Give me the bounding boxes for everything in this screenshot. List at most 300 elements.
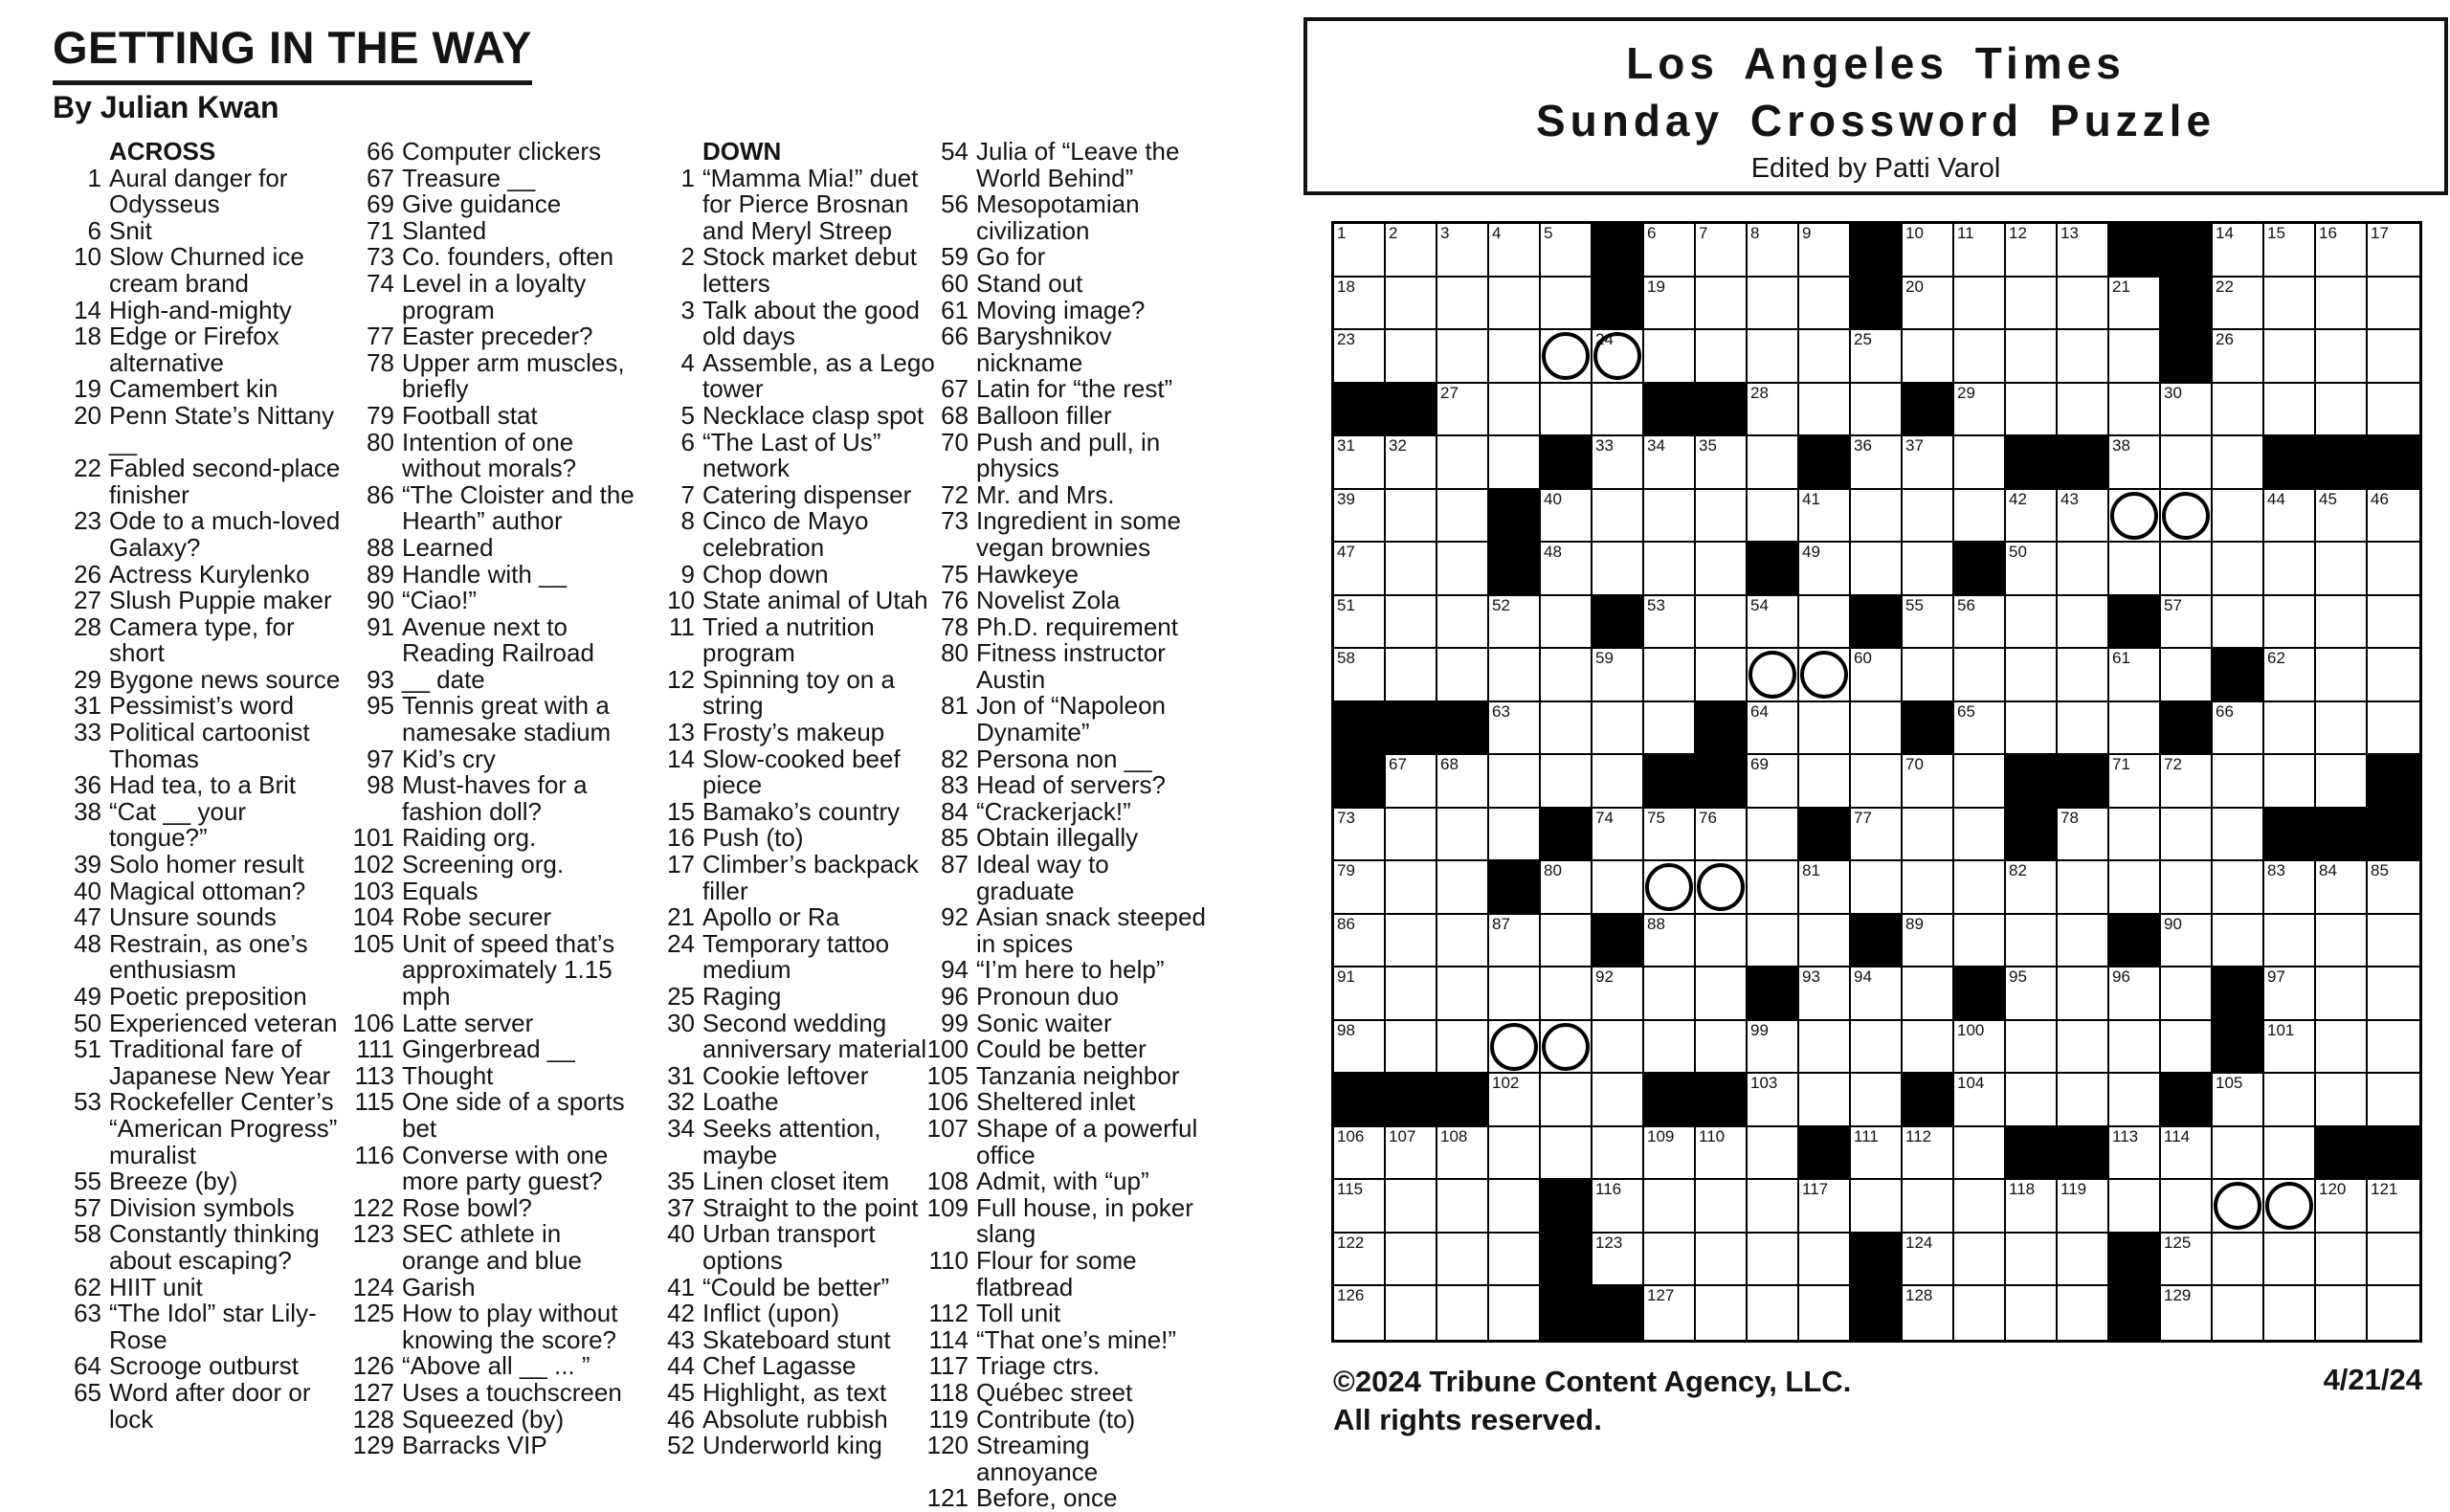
cell-r13-c9[interactable]: [1748, 861, 1799, 915]
cell-r16-c21[interactable]: [2368, 1021, 2419, 1075]
cell-r21-c2[interactable]: [1386, 1286, 1437, 1340]
cell-r1-c7[interactable]: [1644, 224, 1696, 278]
cell-r19-c11[interactable]: [1851, 1180, 1903, 1234]
cell-r5-c12[interactable]: [1903, 436, 1954, 490]
cell-r6-c10[interactable]: [1799, 490, 1851, 544]
cell-r13-c20[interactable]: [2316, 861, 2368, 915]
cell-r16-c19[interactable]: [2264, 1021, 2316, 1075]
cell-r9-c4[interactable]: [1489, 649, 1541, 702]
cell-r15-c2[interactable]: [1386, 967, 1437, 1021]
cell-r19-c4[interactable]: [1489, 1180, 1541, 1234]
cell-r11-c2[interactable]: [1386, 755, 1437, 809]
cell-r2-c1[interactable]: [1334, 278, 1386, 331]
cell-r17-c4[interactable]: [1489, 1074, 1541, 1127]
cell-r20-c8[interactable]: [1696, 1234, 1748, 1287]
cell-r19-c17[interactable]: [2161, 1180, 2213, 1234]
cell-r1-c2[interactable]: [1386, 224, 1437, 278]
cell-r1-c5[interactable]: [1541, 224, 1592, 278]
cell-r9-c3[interactable]: [1437, 649, 1489, 702]
cell-r21-c13[interactable]: [1954, 1286, 2006, 1340]
cell-r18-c18[interactable]: [2213, 1127, 2264, 1181]
cell-r1-c4[interactable]: [1489, 224, 1541, 278]
cell-r12-c1[interactable]: [1334, 809, 1386, 862]
cell-r18-c13[interactable]: [1954, 1127, 2006, 1181]
cell-r10-c7[interactable]: [1644, 702, 1696, 756]
cell-r19-c12[interactable]: [1903, 1180, 1954, 1234]
cell-r2-c4[interactable]: [1489, 278, 1541, 331]
cell-r2-c13[interactable]: [1954, 278, 2006, 331]
cell-r6-c20[interactable]: [2316, 490, 2368, 544]
cell-r9-c14[interactable]: [2006, 649, 2058, 702]
cell-r7-c1[interactable]: [1334, 543, 1386, 596]
cell-r13-c1[interactable]: [1334, 861, 1386, 915]
cell-r18-c8[interactable]: [1696, 1127, 1748, 1181]
cell-r20-c20[interactable]: [2316, 1234, 2368, 1287]
cell-r3-c8[interactable]: [1696, 330, 1748, 384]
cell-r5-c18[interactable]: [2213, 436, 2264, 490]
cell-r20-c10[interactable]: [1799, 1234, 1851, 1287]
cell-r3-c11[interactable]: [1851, 330, 1903, 384]
cell-r13-c17[interactable]: [2161, 861, 2213, 915]
cell-r7-c14[interactable]: [2006, 543, 2058, 596]
cell-r13-c15[interactable]: [2058, 861, 2109, 915]
cell-r13-c5[interactable]: [1541, 861, 1592, 915]
cell-r18-c17[interactable]: [2161, 1127, 2213, 1181]
cell-r7-c11[interactable]: [1851, 543, 1903, 596]
cell-r5-c2[interactable]: [1386, 436, 1437, 490]
cell-r16-c17[interactable]: [2161, 1021, 2213, 1075]
cell-r15-c21[interactable]: [2368, 967, 2419, 1021]
cell-r10-c9[interactable]: [1748, 702, 1799, 756]
cell-r19-c8[interactable]: [1696, 1180, 1748, 1234]
cell-r6-c14[interactable]: [2006, 490, 2058, 544]
cell-r15-c1[interactable]: [1334, 967, 1386, 1021]
cell-r15-c4[interactable]: [1489, 967, 1541, 1021]
cell-r15-c11[interactable]: [1851, 967, 1903, 1021]
cell-r3-c7[interactable]: [1644, 330, 1696, 384]
cell-r21-c10[interactable]: [1799, 1286, 1851, 1340]
cell-r11-c3[interactable]: [1437, 755, 1489, 809]
cell-r13-c3[interactable]: [1437, 861, 1489, 915]
cell-r1-c8[interactable]: [1696, 224, 1748, 278]
cell-r8-c5[interactable]: [1541, 596, 1592, 650]
cell-r4-c6[interactable]: [1592, 384, 1644, 437]
cell-r1-c12[interactable]: [1903, 224, 1954, 278]
cell-r18-c5[interactable]: [1541, 1127, 1592, 1181]
cell-r1-c21[interactable]: [2368, 224, 2419, 278]
cell-r2-c16[interactable]: [2109, 278, 2161, 331]
cell-r15-c14[interactable]: [2006, 967, 2058, 1021]
cell-r9-c21[interactable]: [2368, 649, 2419, 702]
cell-r10-c5[interactable]: [1541, 702, 1592, 756]
cell-r3-c12[interactable]: [1903, 330, 1954, 384]
cell-r17-c15[interactable]: [2058, 1074, 2109, 1127]
cell-r17-c16[interactable]: [2109, 1074, 2161, 1127]
cell-r10-c10[interactable]: [1799, 702, 1851, 756]
cell-r9-c20[interactable]: [2316, 649, 2368, 702]
cell-r9-c13[interactable]: [1954, 649, 2006, 702]
cell-r16-c3[interactable]: [1437, 1021, 1489, 1075]
cell-r9-c16[interactable]: [2109, 649, 2161, 702]
cell-r19-c6[interactable]: [1592, 1180, 1644, 1234]
cell-r15-c8[interactable]: [1696, 967, 1748, 1021]
cell-r4-c14[interactable]: [2006, 384, 2058, 437]
cell-r12-c4[interactable]: [1489, 809, 1541, 862]
cell-r10-c13[interactable]: [1954, 702, 2006, 756]
cell-r9-c9[interactable]: [1748, 649, 1799, 702]
cell-r14-c3[interactable]: [1437, 915, 1489, 968]
cell-r3-c21[interactable]: [2368, 330, 2419, 384]
cell-r12-c9[interactable]: [1748, 809, 1799, 862]
cell-r14-c9[interactable]: [1748, 915, 1799, 968]
cell-r19-c14[interactable]: [2006, 1180, 2058, 1234]
cell-r8-c13[interactable]: [1954, 596, 2006, 650]
cell-r21-c20[interactable]: [2316, 1286, 2368, 1340]
cell-r10-c16[interactable]: [2109, 702, 2161, 756]
cell-r6-c3[interactable]: [1437, 490, 1489, 544]
cell-r14-c1[interactable]: [1334, 915, 1386, 968]
cell-r13-c14[interactable]: [2006, 861, 2058, 915]
cell-r8-c9[interactable]: [1748, 596, 1799, 650]
cell-r11-c6[interactable]: [1592, 755, 1644, 809]
cell-r9-c8[interactable]: [1696, 649, 1748, 702]
cell-r1-c20[interactable]: [2316, 224, 2368, 278]
cell-r21-c7[interactable]: [1644, 1286, 1696, 1340]
cell-r12-c15[interactable]: [2058, 809, 2109, 862]
cell-r18-c2[interactable]: [1386, 1127, 1437, 1181]
cell-r14-c17[interactable]: [2161, 915, 2213, 968]
cell-r1-c10[interactable]: [1799, 224, 1851, 278]
cell-r7-c21[interactable]: [2368, 543, 2419, 596]
cell-r8-c14[interactable]: [2006, 596, 2058, 650]
cell-r13-c10[interactable]: [1799, 861, 1851, 915]
cell-r6-c5[interactable]: [1541, 490, 1592, 544]
cell-r21-c18[interactable]: [2213, 1286, 2264, 1340]
cell-r18-c16[interactable]: [2109, 1127, 2161, 1181]
cell-r7-c19[interactable]: [2264, 543, 2316, 596]
cell-r5-c1[interactable]: [1334, 436, 1386, 490]
cell-r4-c10[interactable]: [1799, 384, 1851, 437]
cell-r19-c13[interactable]: [1954, 1180, 2006, 1234]
cell-r7-c10[interactable]: [1799, 543, 1851, 596]
cell-r7-c5[interactable]: [1541, 543, 1592, 596]
cell-r11-c11[interactable]: [1851, 755, 1903, 809]
cell-r20-c12[interactable]: [1903, 1234, 1954, 1287]
cell-r14-c15[interactable]: [2058, 915, 2109, 968]
cell-r18-c6[interactable]: [1592, 1127, 1644, 1181]
cell-r13-c13[interactable]: [1954, 861, 2006, 915]
cell-r2-c10[interactable]: [1799, 278, 1851, 331]
cell-r3-c6[interactable]: [1592, 330, 1644, 384]
cell-r20-c1[interactable]: [1334, 1234, 1386, 1287]
cell-r7-c3[interactable]: [1437, 543, 1489, 596]
cell-r4-c21[interactable]: [2368, 384, 2419, 437]
cell-r8-c18[interactable]: [2213, 596, 2264, 650]
cell-r12-c17[interactable]: [2161, 809, 2213, 862]
cell-r8-c3[interactable]: [1437, 596, 1489, 650]
cell-r20-c3[interactable]: [1437, 1234, 1489, 1287]
cell-r10-c14[interactable]: [2006, 702, 2058, 756]
cell-r16-c7[interactable]: [1644, 1021, 1696, 1075]
cell-r18-c1[interactable]: [1334, 1127, 1386, 1181]
cell-r7-c2[interactable]: [1386, 543, 1437, 596]
cell-r11-c10[interactable]: [1799, 755, 1851, 809]
cell-r1-c13[interactable]: [1954, 224, 2006, 278]
cell-r7-c17[interactable]: [2161, 543, 2213, 596]
cell-r10-c4[interactable]: [1489, 702, 1541, 756]
cell-r7-c18[interactable]: [2213, 543, 2264, 596]
cell-r13-c16[interactable]: [2109, 861, 2161, 915]
cell-r16-c1[interactable]: [1334, 1021, 1386, 1075]
cell-r2-c2[interactable]: [1386, 278, 1437, 331]
cell-r12-c6[interactable]: [1592, 809, 1644, 862]
cell-r8-c8[interactable]: [1696, 596, 1748, 650]
cell-r1-c9[interactable]: [1748, 224, 1799, 278]
cell-r15-c12[interactable]: [1903, 967, 1954, 1021]
cell-r12-c12[interactable]: [1903, 809, 1954, 862]
cell-r14-c18[interactable]: [2213, 915, 2264, 968]
cell-r11-c13[interactable]: [1954, 755, 2006, 809]
cell-r11-c4[interactable]: [1489, 755, 1541, 809]
cell-r5-c16[interactable]: [2109, 436, 2161, 490]
cell-r8-c4[interactable]: [1489, 596, 1541, 650]
cell-r18-c3[interactable]: [1437, 1127, 1489, 1181]
cell-r17-c14[interactable]: [2006, 1074, 2058, 1127]
cell-r12-c16[interactable]: [2109, 809, 2161, 862]
cell-r16-c14[interactable]: [2006, 1021, 2058, 1075]
cell-r14-c14[interactable]: [2006, 915, 2058, 968]
cell-r13-c19[interactable]: [2264, 861, 2316, 915]
cell-r2-c18[interactable]: [2213, 278, 2264, 331]
cell-r20-c21[interactable]: [2368, 1234, 2419, 1287]
cell-r6-c16[interactable]: [2109, 490, 2161, 544]
cell-r14-c4[interactable]: [1489, 915, 1541, 968]
cell-r5-c11[interactable]: [1851, 436, 1903, 490]
cell-r19-c10[interactable]: [1799, 1180, 1851, 1234]
cell-r3-c10[interactable]: [1799, 330, 1851, 384]
cell-r5-c7[interactable]: [1644, 436, 1696, 490]
cell-r6-c7[interactable]: [1644, 490, 1696, 544]
cell-r17-c18[interactable]: [2213, 1074, 2264, 1127]
cell-r2-c7[interactable]: [1644, 278, 1696, 331]
cell-r8-c20[interactable]: [2316, 596, 2368, 650]
cell-r12-c18[interactable]: [2213, 809, 2264, 862]
cell-r15-c17[interactable]: [2161, 967, 2213, 1021]
cell-r3-c15[interactable]: [2058, 330, 2109, 384]
cell-r2-c12[interactable]: [1903, 278, 1954, 331]
cell-r19-c1[interactable]: [1334, 1180, 1386, 1234]
cell-r4-c4[interactable]: [1489, 384, 1541, 437]
cell-r4-c5[interactable]: [1541, 384, 1592, 437]
cell-r6-c8[interactable]: [1696, 490, 1748, 544]
cell-r20-c2[interactable]: [1386, 1234, 1437, 1287]
cell-r12-c8[interactable]: [1696, 809, 1748, 862]
cell-r1-c3[interactable]: [1437, 224, 1489, 278]
cell-r2-c19[interactable]: [2264, 278, 2316, 331]
cell-r9-c5[interactable]: [1541, 649, 1592, 702]
cell-r17-c11[interactable]: [1851, 1074, 1903, 1127]
cell-r3-c2[interactable]: [1386, 330, 1437, 384]
cell-r10-c20[interactable]: [2316, 702, 2368, 756]
cell-r12-c11[interactable]: [1851, 809, 1903, 862]
cell-r21-c4[interactable]: [1489, 1286, 1541, 1340]
cell-r16-c2[interactable]: [1386, 1021, 1437, 1075]
cell-r6-c11[interactable]: [1851, 490, 1903, 544]
cell-r16-c20[interactable]: [2316, 1021, 2368, 1075]
cell-r6-c18[interactable]: [2213, 490, 2264, 544]
cell-r10-c11[interactable]: [1851, 702, 1903, 756]
cell-r9-c7[interactable]: [1644, 649, 1696, 702]
cell-r2-c5[interactable]: [1541, 278, 1592, 331]
cell-r13-c12[interactable]: [1903, 861, 1954, 915]
cell-r2-c15[interactable]: [2058, 278, 2109, 331]
cell-r8-c12[interactable]: [1903, 596, 1954, 650]
cell-r3-c9[interactable]: [1748, 330, 1799, 384]
cell-r18-c7[interactable]: [1644, 1127, 1696, 1181]
cell-r6-c12[interactable]: [1903, 490, 1954, 544]
cell-r3-c5[interactable]: [1541, 330, 1592, 384]
cell-r10-c19[interactable]: [2264, 702, 2316, 756]
cell-r13-c11[interactable]: [1851, 861, 1903, 915]
cell-r10-c6[interactable]: [1592, 702, 1644, 756]
cell-r6-c19[interactable]: [2264, 490, 2316, 544]
cell-r20-c15[interactable]: [2058, 1234, 2109, 1287]
cell-r5-c3[interactable]: [1437, 436, 1489, 490]
cell-r14-c7[interactable]: [1644, 915, 1696, 968]
cell-r17-c5[interactable]: [1541, 1074, 1592, 1127]
cell-r9-c2[interactable]: [1386, 649, 1437, 702]
cell-r2-c8[interactable]: [1696, 278, 1748, 331]
cell-r6-c6[interactable]: [1592, 490, 1644, 544]
cell-r14-c21[interactable]: [2368, 915, 2419, 968]
cell-r8-c21[interactable]: [2368, 596, 2419, 650]
cell-r20-c6[interactable]: [1592, 1234, 1644, 1287]
cell-r14-c20[interactable]: [2316, 915, 2368, 968]
cell-r21-c15[interactable]: [2058, 1286, 2109, 1340]
cell-r18-c12[interactable]: [1903, 1127, 1954, 1181]
cell-r19-c20[interactable]: [2316, 1180, 2368, 1234]
cell-r7-c15[interactable]: [2058, 543, 2109, 596]
cell-r17-c20[interactable]: [2316, 1074, 2368, 1127]
cell-r18-c4[interactable]: [1489, 1127, 1541, 1181]
cell-r9-c6[interactable]: [1592, 649, 1644, 702]
cell-r21-c19[interactable]: [2264, 1286, 2316, 1340]
cell-r5-c9[interactable]: [1748, 436, 1799, 490]
cell-r13-c2[interactable]: [1386, 861, 1437, 915]
cell-r10-c21[interactable]: [2368, 702, 2419, 756]
cell-r8-c2[interactable]: [1386, 596, 1437, 650]
cell-r16-c9[interactable]: [1748, 1021, 1799, 1075]
cell-r6-c21[interactable]: [2368, 490, 2419, 544]
cell-r9-c1[interactable]: [1334, 649, 1386, 702]
cell-r9-c15[interactable]: [2058, 649, 2109, 702]
cell-r8-c1[interactable]: [1334, 596, 1386, 650]
cell-r14-c5[interactable]: [1541, 915, 1592, 968]
cell-r19-c2[interactable]: [1386, 1180, 1437, 1234]
cell-r11-c20[interactable]: [2316, 755, 2368, 809]
cell-r15-c16[interactable]: [2109, 967, 2161, 1021]
cell-r11-c17[interactable]: [2161, 755, 2213, 809]
cell-r4-c13[interactable]: [1954, 384, 2006, 437]
cell-r5-c6[interactable]: [1592, 436, 1644, 490]
cell-r16-c5[interactable]: [1541, 1021, 1592, 1075]
cell-r1-c18[interactable]: [2213, 224, 2264, 278]
cell-r19-c3[interactable]: [1437, 1180, 1489, 1234]
cell-r21-c1[interactable]: [1334, 1286, 1386, 1340]
cell-r7-c12[interactable]: [1903, 543, 1954, 596]
cell-r12-c13[interactable]: [1954, 809, 2006, 862]
cell-r14-c2[interactable]: [1386, 915, 1437, 968]
cell-r5-c8[interactable]: [1696, 436, 1748, 490]
cell-r17-c19[interactable]: [2264, 1074, 2316, 1127]
cell-r16-c16[interactable]: [2109, 1021, 2161, 1075]
cell-r7-c8[interactable]: [1696, 543, 1748, 596]
cell-r6-c2[interactable]: [1386, 490, 1437, 544]
cell-r21-c17[interactable]: [2161, 1286, 2213, 1340]
cell-r16-c8[interactable]: [1696, 1021, 1748, 1075]
cell-r14-c8[interactable]: [1696, 915, 1748, 968]
cell-r16-c4[interactable]: [1489, 1021, 1541, 1075]
cell-r3-c13[interactable]: [1954, 330, 2006, 384]
cell-r1-c15[interactable]: [2058, 224, 2109, 278]
cell-r9-c12[interactable]: [1903, 649, 1954, 702]
cell-r7-c7[interactable]: [1644, 543, 1696, 596]
cell-r8-c17[interactable]: [2161, 596, 2213, 650]
cell-r3-c3[interactable]: [1437, 330, 1489, 384]
cell-r11-c19[interactable]: [2264, 755, 2316, 809]
cell-r9-c11[interactable]: [1851, 649, 1903, 702]
cell-r14-c12[interactable]: [1903, 915, 1954, 968]
cell-r21-c12[interactable]: [1903, 1286, 1954, 1340]
cell-r16-c15[interactable]: [2058, 1021, 2109, 1075]
cell-r8-c19[interactable]: [2264, 596, 2316, 650]
cell-r4-c20[interactable]: [2316, 384, 2368, 437]
cell-r15-c15[interactable]: [2058, 967, 2109, 1021]
cell-r18-c19[interactable]: [2264, 1127, 2316, 1181]
cell-r4-c11[interactable]: [1851, 384, 1903, 437]
cell-r3-c18[interactable]: [2213, 330, 2264, 384]
cell-r19-c15[interactable]: [2058, 1180, 2109, 1234]
cell-r9-c10[interactable]: [1799, 649, 1851, 702]
cell-r7-c16[interactable]: [2109, 543, 2161, 596]
cell-r21-c14[interactable]: [2006, 1286, 2058, 1340]
cell-r6-c17[interactable]: [2161, 490, 2213, 544]
cell-r15-c7[interactable]: [1644, 967, 1696, 1021]
cell-r13-c18[interactable]: [2213, 861, 2264, 915]
cell-r15-c19[interactable]: [2264, 967, 2316, 1021]
cell-r13-c6[interactable]: [1592, 861, 1644, 915]
cell-r14-c19[interactable]: [2264, 915, 2316, 968]
cell-r21-c21[interactable]: [2368, 1286, 2419, 1340]
cell-r16-c13[interactable]: [1954, 1021, 2006, 1075]
cell-r15-c6[interactable]: [1592, 967, 1644, 1021]
cell-r13-c8[interactable]: [1696, 861, 1748, 915]
cell-r17-c21[interactable]: [2368, 1074, 2419, 1127]
cell-r12-c3[interactable]: [1437, 809, 1489, 862]
cell-r20-c18[interactable]: [2213, 1234, 2264, 1287]
cell-r1-c1[interactable]: [1334, 224, 1386, 278]
cell-r19-c19[interactable]: [2264, 1180, 2316, 1234]
cell-r11-c12[interactable]: [1903, 755, 1954, 809]
cell-r4-c18[interactable]: [2213, 384, 2264, 437]
cell-r6-c1[interactable]: [1334, 490, 1386, 544]
cell-r17-c9[interactable]: [1748, 1074, 1799, 1127]
cell-r11-c9[interactable]: [1748, 755, 1799, 809]
cell-r3-c1[interactable]: [1334, 330, 1386, 384]
cell-r11-c5[interactable]: [1541, 755, 1592, 809]
cell-r12-c2[interactable]: [1386, 809, 1437, 862]
cell-r15-c10[interactable]: [1799, 967, 1851, 1021]
